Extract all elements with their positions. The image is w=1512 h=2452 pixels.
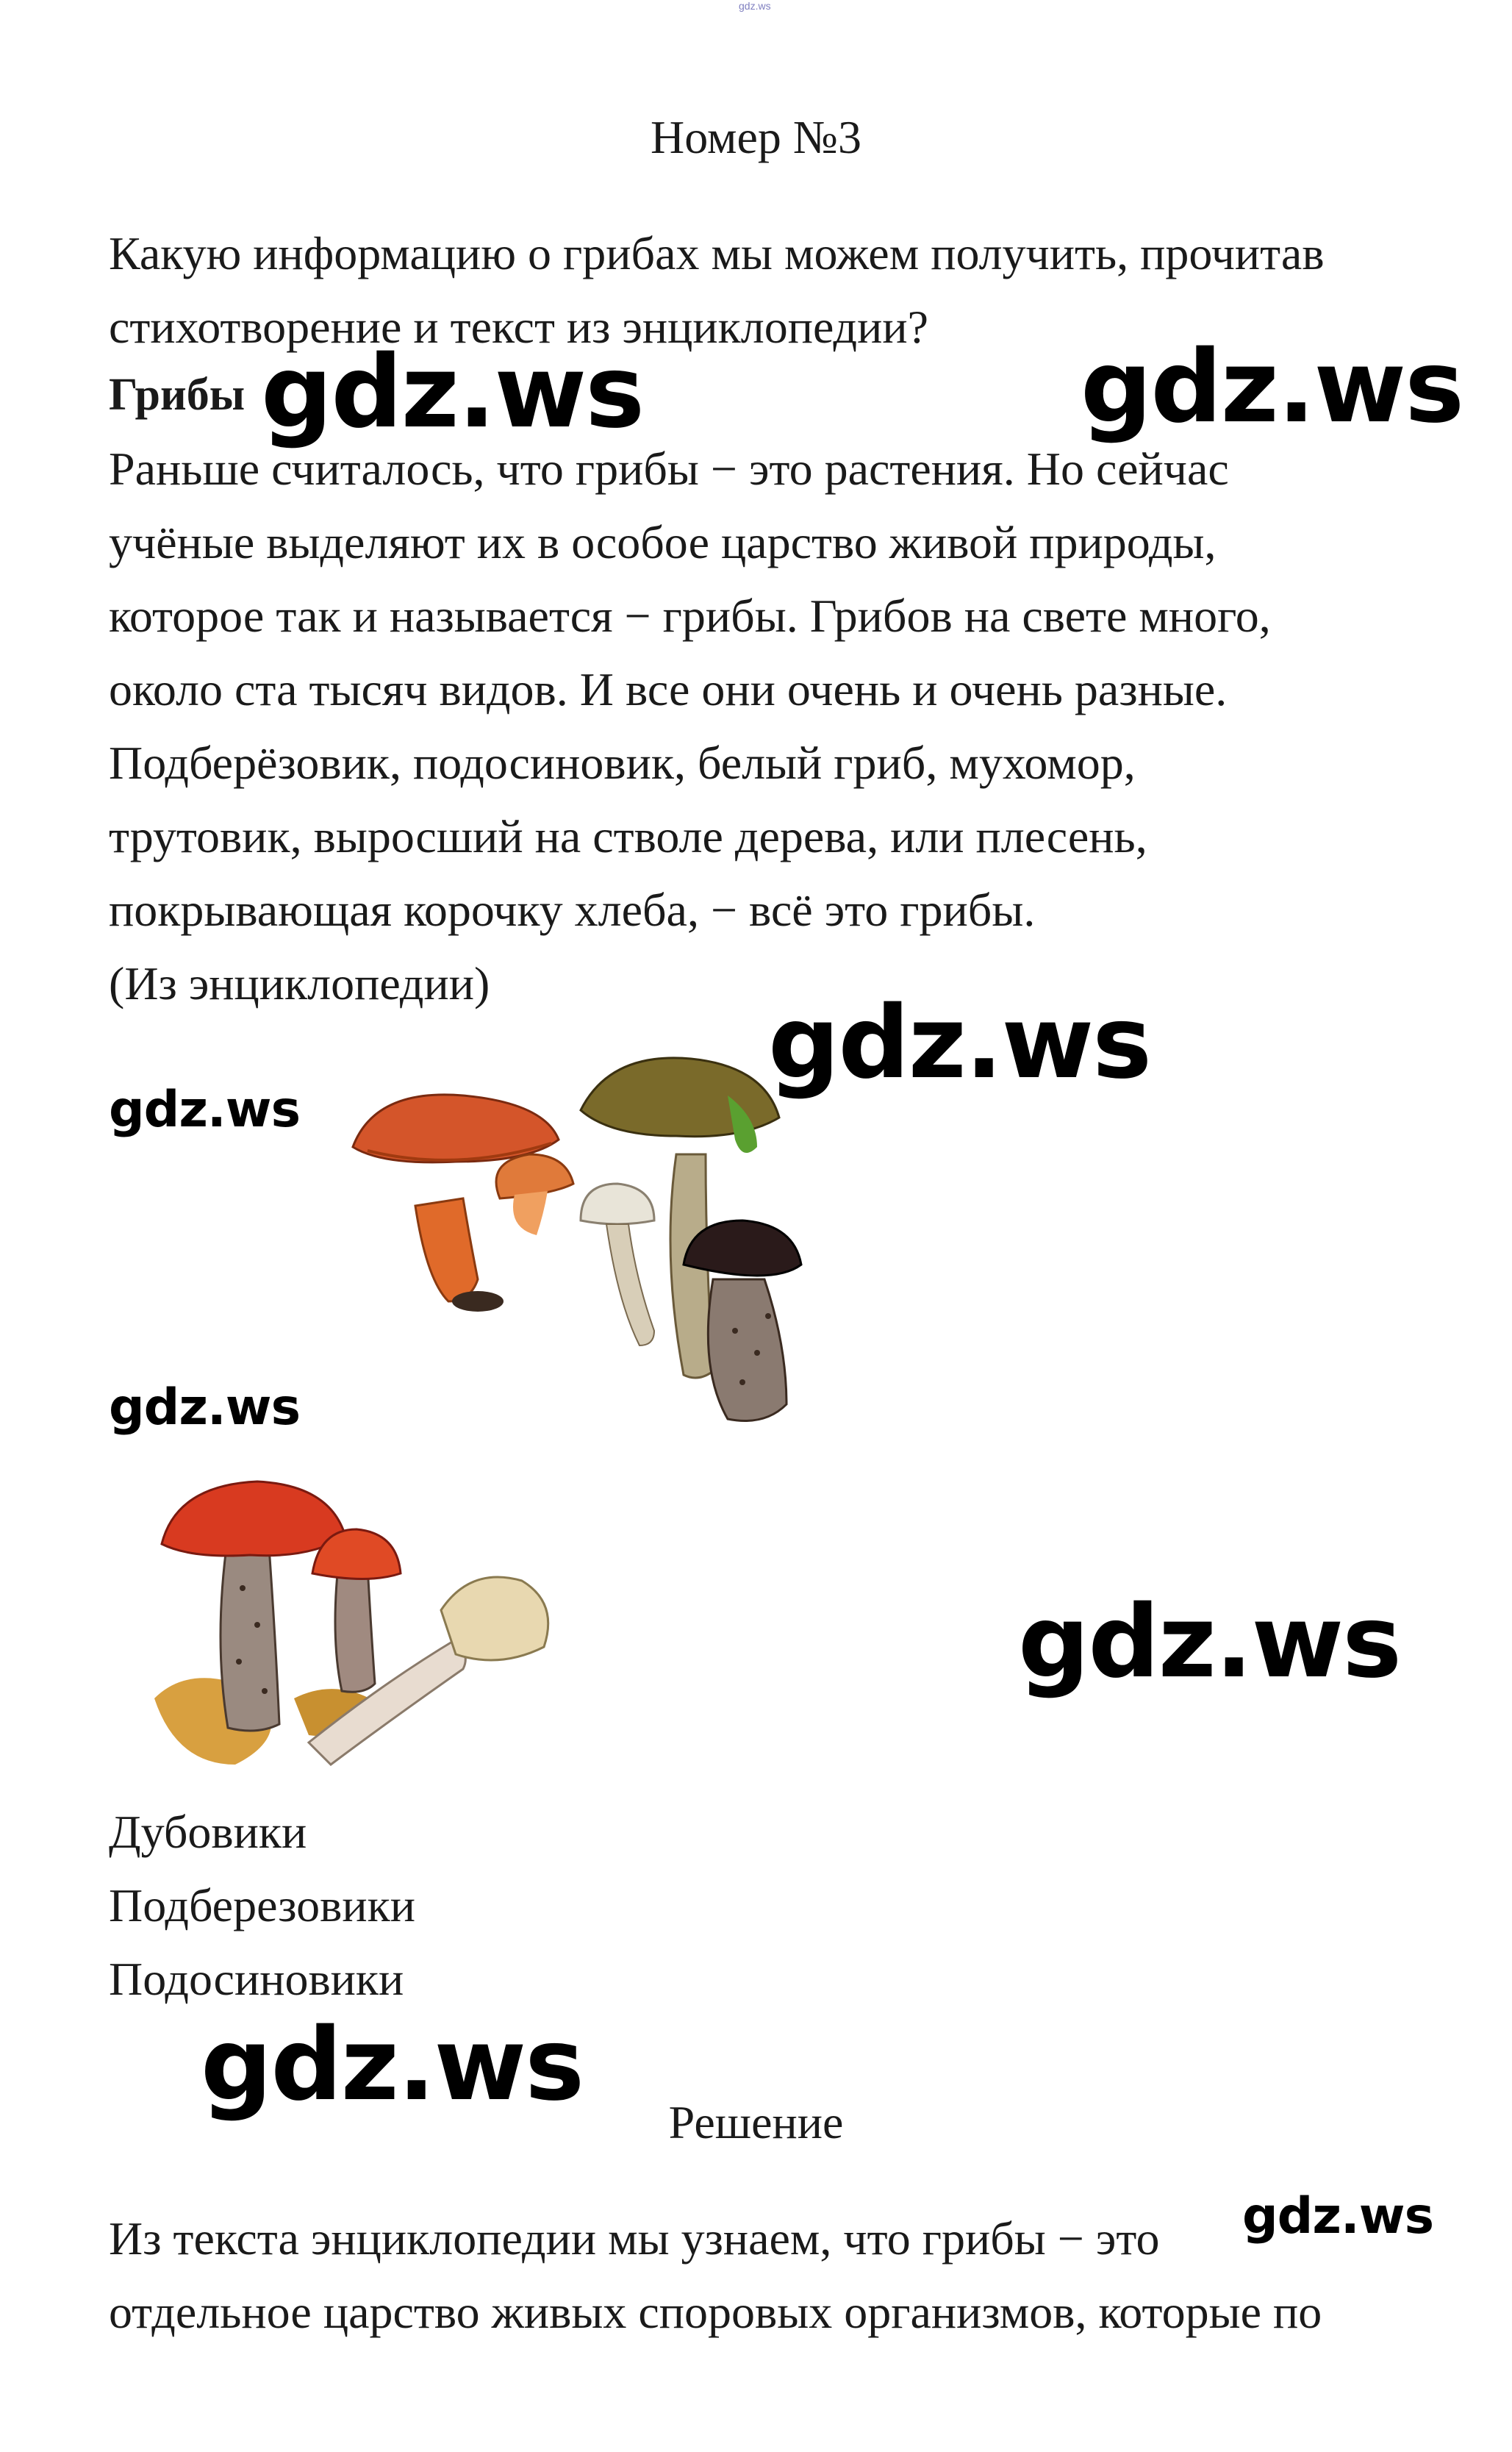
mushroom-illustration-bottom xyxy=(147,1456,617,1779)
text-line: около ста тысяч видов. И все они очень и очень разные. xyxy=(109,663,1228,715)
watermark: gdz.ws xyxy=(768,985,1151,1101)
question-line: Какую информацию о грибах мы можем получить, прочитав xyxy=(109,227,1325,279)
watermark: gdz.ws xyxy=(1018,1584,1401,1701)
text-line: трутовик, выросший на стволе дерева, или плесень, xyxy=(109,810,1147,862)
list-item: Подберезовики xyxy=(109,1879,415,1931)
top-watermark: gdz.ws xyxy=(739,0,771,12)
solution-line: Из текста энциклопедии мы узнаем, что грибы − это xyxy=(109,2212,1160,2265)
watermark: gdz.ws xyxy=(201,2007,584,2123)
encyclopedia-paragraph xyxy=(109,432,1417,1021)
watermark: gdz.ws xyxy=(261,335,644,451)
text-line: Подберёзовик, подосиновик, белый гриб, мухомор, xyxy=(109,737,1136,789)
list-item: Дубовики xyxy=(109,1806,307,1858)
list-item: Подосиновики xyxy=(109,1953,404,2005)
text-line: Раньше считалось, что грибы − это растения. Но сейчас xyxy=(109,443,1229,495)
section-heading: Грибы xyxy=(109,370,246,420)
watermark: gdz.ws xyxy=(1242,2187,1434,2245)
watermark: gdz.ws xyxy=(1081,329,1463,446)
text-line: учёные выделяют их в особое царство живой природы, xyxy=(109,516,1217,568)
solution-line: отдельное царство живых споровых организмов, которые по xyxy=(109,2286,1322,2338)
question-line: стихотворение и текст из энциклопедии? xyxy=(109,301,928,353)
text-line: которое так и называется − грибы. Грибов на свете много, xyxy=(109,590,1271,642)
page-title: Номер №3 xyxy=(651,111,861,163)
mushroom-illustration-top xyxy=(345,1037,816,1493)
solution-paragraph xyxy=(109,2202,1417,2349)
source-note: (Из энциклопедии) xyxy=(109,957,490,1009)
solution-heading: Решение xyxy=(668,2096,844,2148)
watermark: gdz.ws xyxy=(109,1379,301,1437)
watermark: gdz.ws xyxy=(109,1081,301,1139)
text-line: покрывающая корочку хлеба, − всё это грибы. xyxy=(109,884,1036,936)
